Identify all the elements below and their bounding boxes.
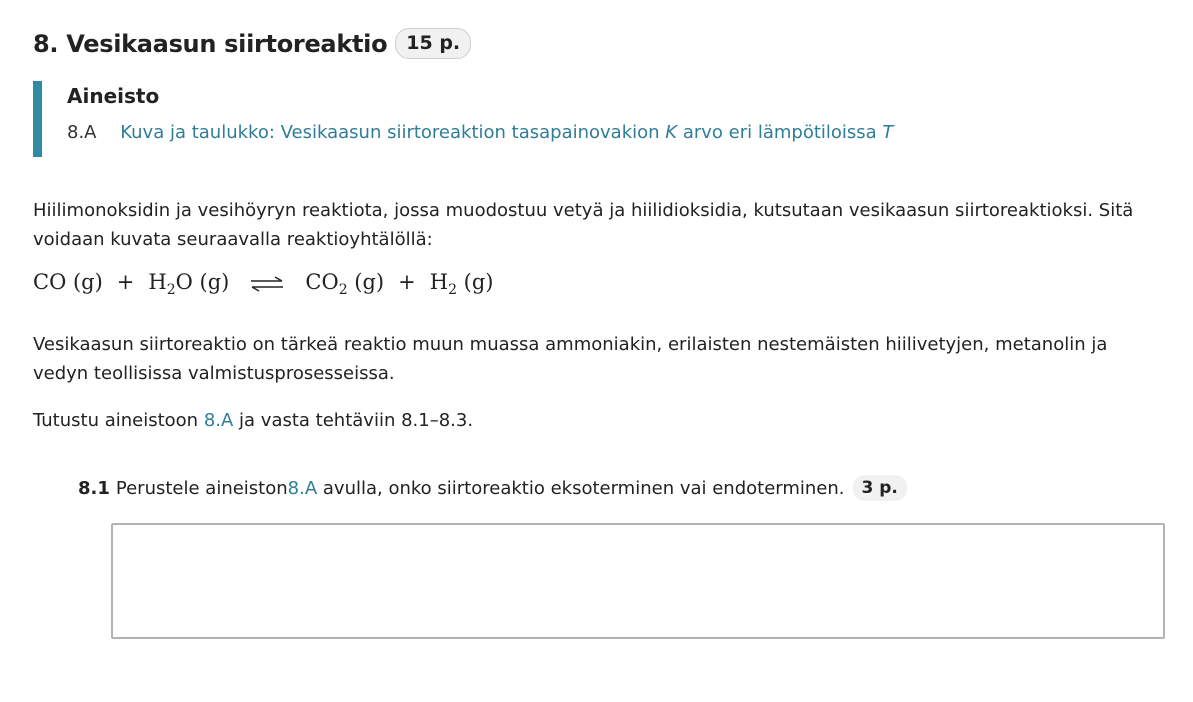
material-link-var-t: T [882,122,894,143]
material-box [33,81,967,157]
task-points-badge: 15 p. [395,28,471,59]
material-item [67,122,893,143]
eq-reactant-h2o: $H_2O$ (g) [148,270,230,299]
question-material-link[interactable]: 8.A [287,477,318,499]
eq-plus-2: + [398,270,416,294]
material-link-text-1: Kuva ja taulukko: Vesikaasun siirtoreaktion tasapainovakion [120,122,666,143]
eq-product-h2: $H_2$ (g) [429,270,494,299]
material-item-number: 8.A [67,122,97,143]
question-number: 8.1 [78,477,110,499]
task-title: 8. Vesikaasun siirtoreaktio [33,29,388,58]
material-8a-link[interactable]: 8.A [203,410,234,431]
intro-paragraph-1: Hiilimonoksidin ja vesihöyryn reaktiota, jossa muodostuu vetyä ja hiilidioksidia, kutsutaan vesikaasun siirtoreaktioksi. Sitä voidaan kuvata seuraavalla reaktioyhtälöllä: [33,200,1134,250]
reaction-equation [33,270,494,298]
material-heading: Aineisto [67,84,160,108]
eq-reactant-co: CO (g) [33,270,103,294]
equilibrium-arrow-icon [249,276,285,292]
intro-paragraph-3: Tutustu aineistoon 8.A ja vasta tehtäviin 8.1–8.3. [33,410,474,431]
eq-product-co2: $CO_2$ (g) [305,270,385,299]
material-link-text-2: arvo eri lämpötiloissa [677,122,883,143]
question-text-before: Perustele aineiston [115,477,288,499]
intro-paragraph-2: Vesikaasun siirtoreaktio on tärkeä reaktio muun muassa ammoniakin, erilaisten nestemäisten hiilivetyjen, metanolin ja vedyn teollisissa valmistusprosesseissa. [33,334,1108,384]
eq-plus-1: + [116,270,135,294]
question-points-badge: 3 p. [853,475,907,501]
material-link[interactable] [120,122,893,143]
answer-field[interactable] [111,523,1165,639]
material-link-var-k: K [665,122,678,143]
question-text-after: avulla, onko siirtoreaktio eksoterminen vai endoterminen. [317,477,845,499]
task-header [33,28,471,59]
question-8-1 [78,475,907,501]
